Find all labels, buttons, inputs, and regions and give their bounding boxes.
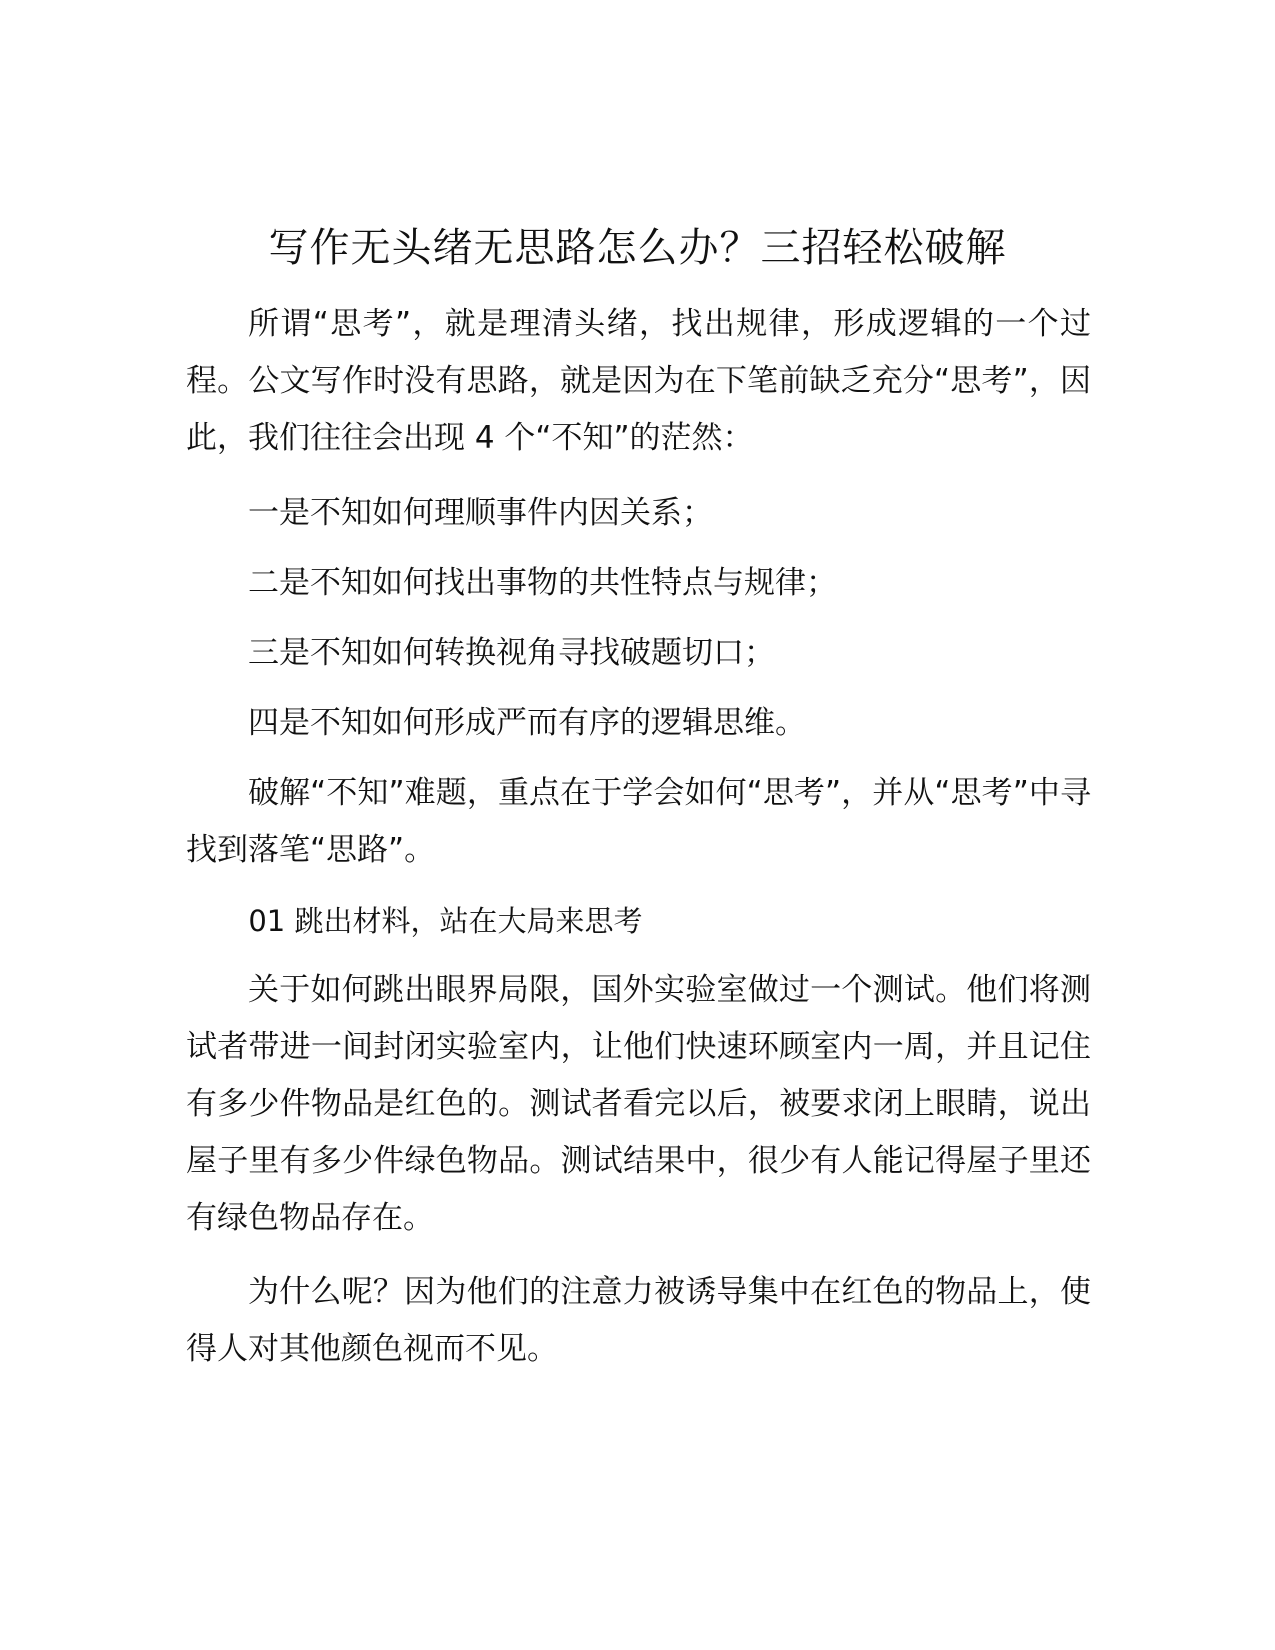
intro-paragraph: 所谓“思考”，就是理清头绪，找出规律，形成逻辑的一个过程。公文写作时没有思路，就是因为在下笔前缺乏充分“思考”，因此，我们往往会出现 4 个“不知”的茫然： — [186, 306, 1091, 456]
list-item: 一是不知如何理顺事件内因关系； — [248, 495, 713, 531]
document-title: 写作无头绪无思路怎么办？三招轻松破解 — [268, 225, 1007, 271]
list-item: 四是不知如何形成严而有序的逻辑思维。 — [248, 705, 806, 741]
section-heading: 01 跳出材料，站在大局来思考 — [248, 904, 643, 938]
solve-paragraph: 破解“不知”难题，重点在于学会如何“思考”，并从“思考”中寻找到落笔“思路”。 — [186, 775, 1091, 868]
list-item: 二是不知如何找出事物的共性特点与规律； — [248, 565, 837, 601]
list-item: 三是不知如何转换视角寻找破题切口； — [248, 635, 775, 671]
why-paragraph: 为什么呢？因为他们的注意力被诱导集中在红色的物品上，使得人对其他颜色视而不见。 — [186, 1274, 1091, 1367]
test-paragraph: 关于如何跳出眼界局限，国外实验室做过一个测试。他们将测试者带进一间封闭实验室内，让他们快速环顾室内一周，并且记住有多少件物品是红色的。测试者看完以后，被要求闭上眼睛，说出屋子里有多少件绿色物品。测试结果中，很少有人能记得屋子里还有绿色物品存在。 — [186, 972, 1091, 1236]
